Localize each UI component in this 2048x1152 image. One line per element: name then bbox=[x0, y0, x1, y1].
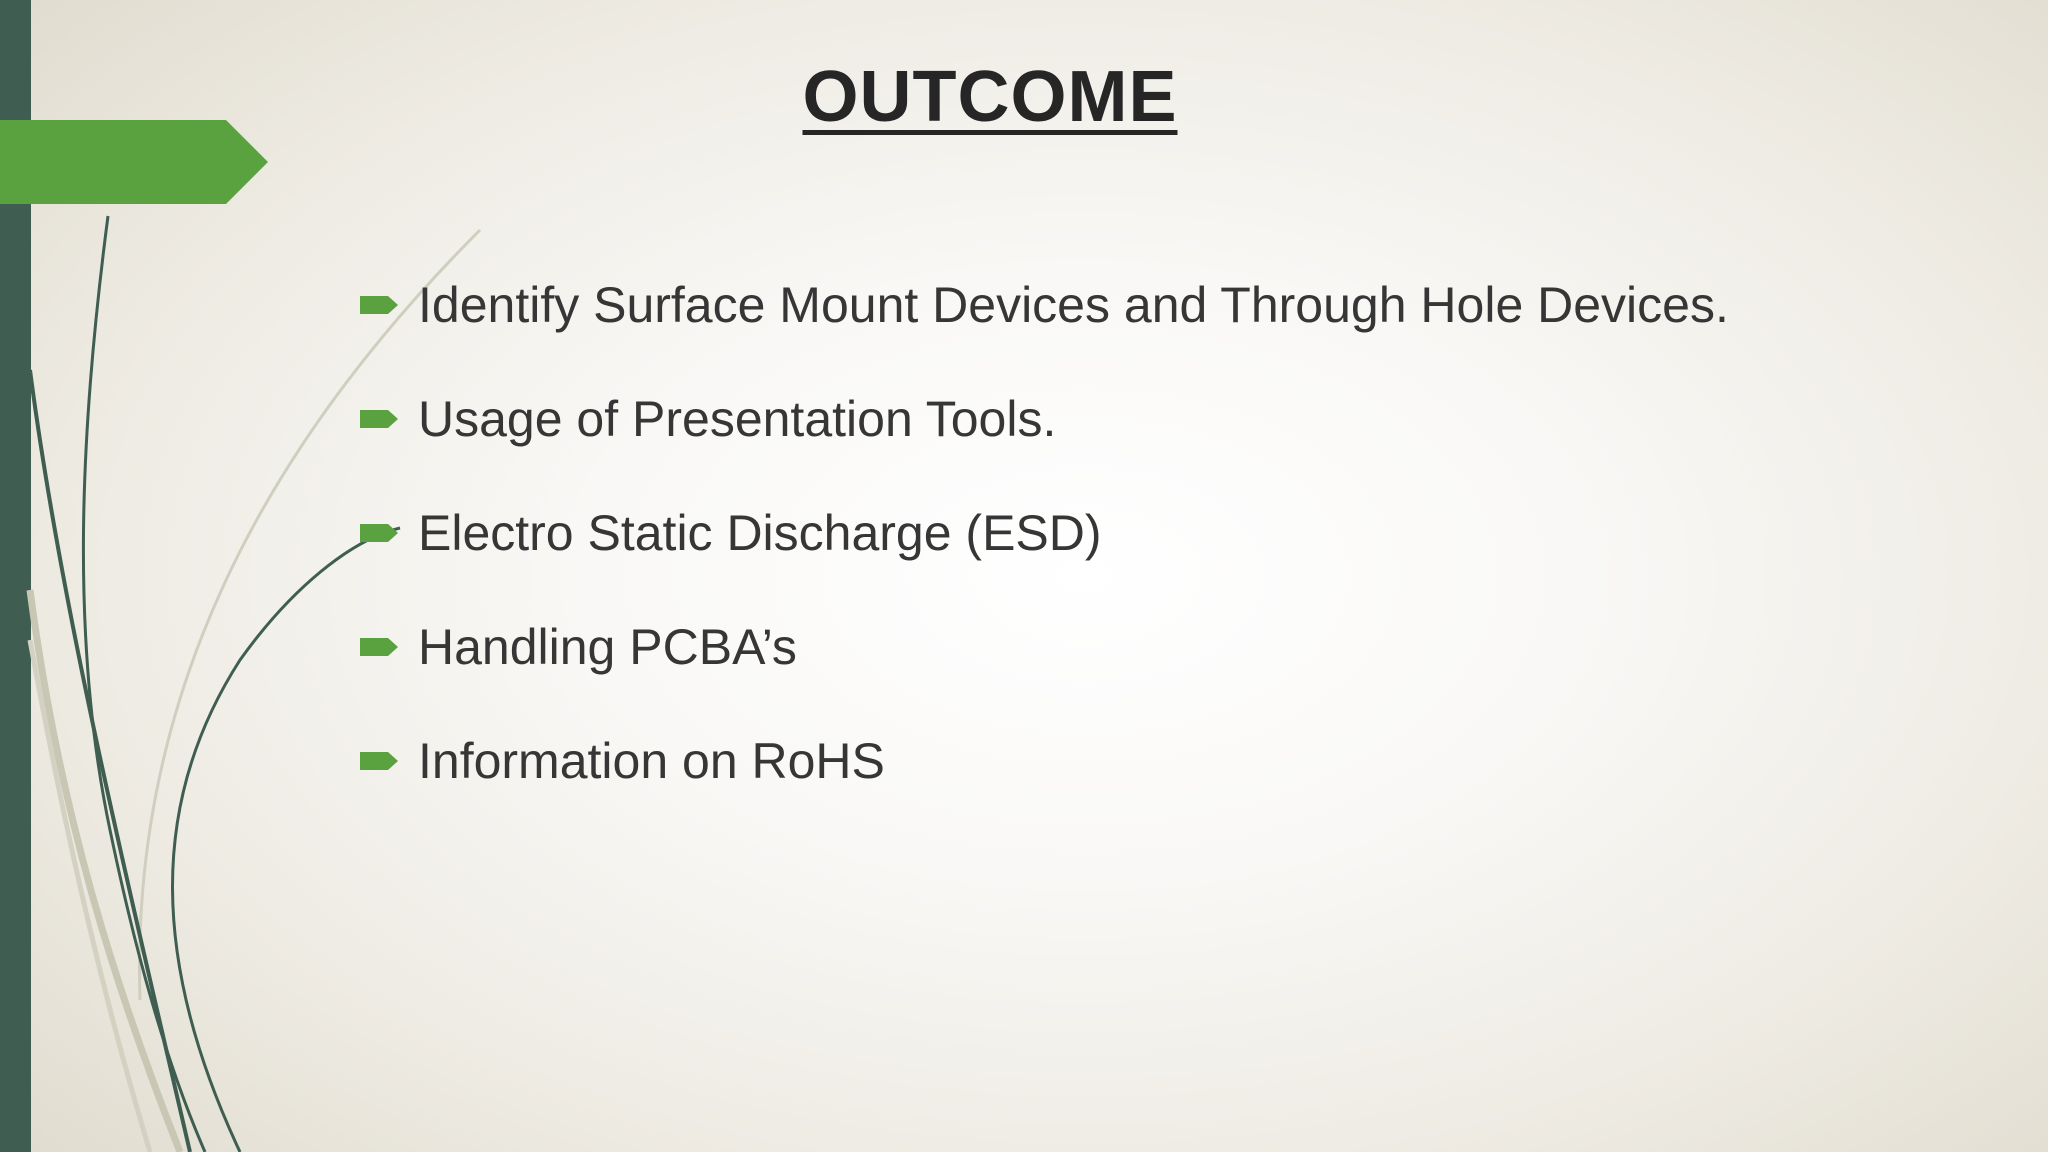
right-arrow-bullet-icon bbox=[360, 407, 400, 431]
right-arrow-bullet-icon bbox=[360, 521, 400, 545]
light-stem-1 bbox=[30, 590, 180, 1152]
right-arrow-bullet-icon bbox=[360, 635, 400, 659]
slide-title: OUTCOME bbox=[802, 57, 1178, 137]
bullet-text: Handling PCBA’s bbox=[418, 619, 797, 675]
right-arrow-bullet-icon bbox=[360, 293, 400, 317]
bullet-text: Usage of Presentation Tools. bbox=[418, 391, 1057, 447]
dark-stem-1 bbox=[83, 216, 205, 1152]
outcome-list bbox=[360, 248, 1729, 818]
list-item bbox=[360, 476, 1729, 590]
list-item bbox=[360, 248, 1729, 362]
list-item bbox=[360, 362, 1729, 476]
right-arrow-bullet-icon bbox=[360, 749, 400, 773]
list-item bbox=[360, 590, 1729, 704]
bullet-text: Identify Surface Mount Devices and Through Hole Devices. bbox=[418, 277, 1729, 333]
bullet-text: Information on RoHS bbox=[418, 733, 885, 789]
bullet-text: Electro Static Discharge (ESD) bbox=[418, 505, 1102, 561]
list-item bbox=[360, 704, 1729, 818]
